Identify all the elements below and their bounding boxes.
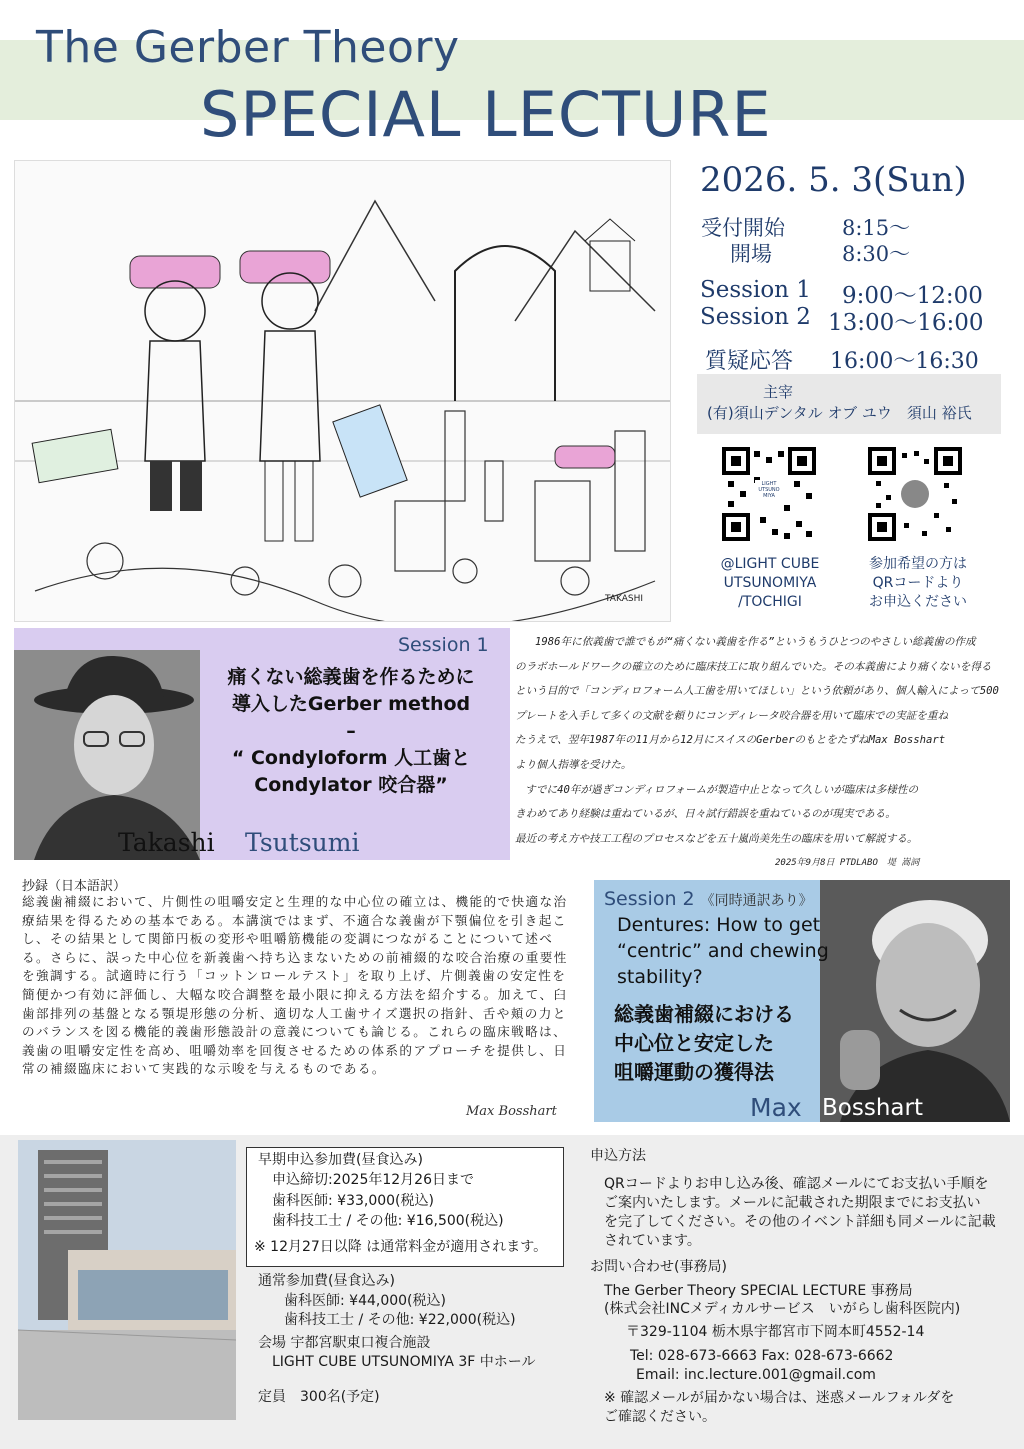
schedule-time-reception: 8:15〜 — [842, 216, 911, 240]
capacity: 定員 300名(予定) — [258, 1389, 380, 1405]
abstract-signature: Max Bosshart — [466, 1104, 557, 1119]
early-fee-dentist: 歯科医師: ¥33,000(税込) — [272, 1193, 434, 1209]
contact-tel: Tel: 028-673-6663 Fax: 028-673-6662 — [630, 1348, 894, 1364]
contact-email[interactable]: Email: inc.lecture.001@gmail.com — [636, 1367, 876, 1383]
illustration-drawing — [15, 161, 670, 621]
session2-title-jp-line3: 咀嚼運動の獲得法 — [614, 1060, 774, 1084]
host-name: (有)須山デンタル オブ ユウ 須山 裕氏 — [707, 404, 972, 422]
session2-title-en-line2: “centric” and chewing — [617, 940, 829, 962]
schedule-label-session2: Session 2 — [700, 304, 811, 330]
qr-logo-line1: LIGHT — [761, 481, 777, 487]
qr-register-caption-1: 参加希望の方は — [869, 556, 967, 572]
qr-code-location[interactable] — [722, 447, 816, 541]
schedule-time-open: 8:30〜 — [842, 242, 911, 266]
note-signature: 2025年9月8日 PTDLABO 堤 嵩詞 — [775, 858, 920, 869]
contact-heading: お問い合わせ(事務局) — [590, 1259, 727, 1275]
abstract-heading: 抄録（日本語訳） — [22, 879, 127, 894]
title-line1: The Gerber Theory — [36, 22, 460, 73]
qr-location-caption-1: @LIGHT CUBE — [720, 556, 820, 572]
note-line7: すでに40年が過ぎコンディロフォームが製造中止となって久しいが臨床は多様性の — [525, 783, 919, 796]
qr-register-caption-2: QRコードより — [872, 575, 964, 591]
apply-line2: ご案内いたします。メールに記載された期限までにお支払い — [604, 1195, 981, 1211]
qr-location-caption — [690, 555, 850, 612]
speaker2-last-name: Bosshart — [822, 1095, 923, 1121]
session1-title — [196, 664, 506, 799]
session2-title-jp-line1: 総義歯補綴における — [614, 1002, 794, 1026]
schedule-label-session1: Session 1 — [700, 277, 811, 303]
session1-label: Session 1 — [398, 634, 489, 656]
contact-address: 〒329-1104 栃木県宇都宮市下岡本町4552-14 — [626, 1324, 925, 1340]
session1-title-line3: “ Condyloform 人工歯と — [231, 747, 471, 769]
qr-location-caption-2: UTSUNOMIYA — [723, 575, 817, 591]
normal-fee-dentist: 歯科医師: ¥44,000(税込) — [284, 1293, 446, 1309]
session2-title-en — [617, 912, 857, 990]
contact-org: The Gerber Theory SPECIAL LECTURE 事務局 — [604, 1283, 913, 1299]
session1-title-line2: 導入したGerber method — [231, 693, 471, 715]
abstract-text: 総義歯補綴において、片側性の咀嚼安定と生理的な中心位の確立は、機能的で快適な治療結果を得るための基本である。本講演ではまず、不適合な義歯が下顎偏位を引き起こし、その結果として関節円板の変形や咀嚼筋機能の変調につながることについて述べる。さらに、誤った中心位を新義歯へ持ち込まないための前補綴的な咬合治療の重要性を強調する。試適時に行う「コットンロールテスト」を取り上げ、片側義歯の安定性を簡便かつ有効に評価し、大幅な咬合調整を最小限に抑える方法を紹介する。加えて、臼歯部排列の基盤となる顎堤形態の分析、適切な人工歯サイズ選択の指針、舌や頬の力とのバランスを図る機能的義歯形態設計の意義についても論じる。これらの臨床戦略は、義歯の咀嚼安定性を高め、咀嚼効率を回復させるための体系的アプローチを提供し、日常の補綴臨床において実践的な示唆を与えるものである。 — [22, 894, 568, 1077]
early-fee-heading: 早期申込参加費(昼食込み) — [258, 1152, 423, 1168]
venue-photo — [18, 1140, 236, 1420]
session1-title-line4: Condylator 咬合器” — [254, 774, 448, 796]
schedule-label-reception: 受付開始 — [701, 216, 785, 240]
venue-label: 会場 宇都宮駅東口複合施設 — [258, 1335, 431, 1351]
qr-logo — [755, 481, 783, 499]
apply-line3: を完了してください。その他のイベント詳細も同メールに記載 — [604, 1214, 996, 1230]
contact-note2: ご確認ください。 — [604, 1409, 716, 1425]
early-fee-note: ※ 12月27日以降 は通常料金が適用されます。 — [254, 1239, 548, 1255]
speaker1-first-name: Takashi — [118, 828, 215, 857]
session2-label-text: Session 2 — [604, 888, 695, 910]
venue-name: LIGHT CUBE UTSUNOMIYA 3F 中ホール — [272, 1354, 536, 1370]
normal-fee-technician: 歯科技工士 / その他: ¥22,000(税込) — [284, 1312, 516, 1328]
early-fee-deadline: 申込締切:2025年12月26日まで — [272, 1172, 474, 1188]
qr-code-register-icon — [868, 447, 962, 541]
qr-code-register[interactable] — [868, 447, 962, 541]
session1-handwritten-note — [515, 630, 1005, 870]
speaker2-first-name: Max — [750, 1093, 802, 1122]
qr-register-caption-3: お申込ください — [869, 594, 967, 610]
title-line2: SPECIAL LECTURE — [200, 78, 772, 151]
note-line4: プレートを入手して多くの文献を頼りにコンディレータ咬合器を用いて臨床での実証を重ね — [515, 709, 949, 722]
contact-company: (株式会社INCメディカルサービス いがらし歯科医院内) — [604, 1301, 961, 1317]
schedule-label-open: 開場 — [730, 242, 772, 266]
schedule-label-qa: 質疑応答 — [705, 349, 794, 374]
qr-logo-line2: UTSUNO — [758, 487, 780, 493]
session2-title-en-line3: stability? — [617, 966, 703, 988]
early-fee-technician: 歯科技工士 / その他: ¥16,500(税込) — [272, 1213, 504, 1229]
note-line8: きわめてあり経験は重ねているが、日々試行錯誤を重ねているのが現実である。 — [515, 808, 896, 821]
note-line5: たうえで、翌年1987年の11月から12月にスイスのGerberのもとをたずねMax Bosshart — [515, 734, 946, 747]
illustration — [14, 160, 671, 622]
apply-heading: 申込方法 — [590, 1148, 646, 1164]
session2-title-jp-line2: 中心位と安定した — [614, 1031, 774, 1055]
schedule-time-qa: 16:00〜16:30 — [830, 349, 979, 374]
normal-fee-heading: 通常参加費(昼食込み) — [258, 1273, 395, 1289]
note-line6: より個人指導を受けた。 — [515, 758, 632, 771]
note-line1: 1986年に依義歯で誰でもが“痛くない義歯を作る”というもうひとつのやさしい総義歯の作成 — [535, 636, 976, 648]
host-label: 主宰 — [763, 383, 794, 401]
speaker1-last-name: Tsutsumi — [245, 828, 360, 857]
contact-note1: ※ 確認メールが届かない場合は、迷惑メールフォルダを — [604, 1390, 955, 1406]
note-line2: のラボホールドワークの確立のために臨床技工に取り組んでいた。その本義歯により痛くないを得る — [515, 660, 992, 673]
session1-title-line1: 痛くない総義歯を作るために — [227, 666, 475, 688]
schedule-time-session1: 9:00〜12:00 — [842, 283, 983, 309]
note-line9: 最近の考え方や技工工程のプロセスなどを五十嵐尚美先生の臨床を用いて解説する。 — [515, 832, 918, 845]
session2-label — [604, 888, 813, 910]
session2-interpretation-note: 《同時通訳あり》 — [700, 893, 813, 909]
event-date: 2026. 5. 3(Sun) — [700, 160, 967, 200]
session2-title-en-line1: Dentures: How to get — [617, 914, 821, 936]
apply-line4: されています。 — [604, 1233, 701, 1249]
host-box — [697, 374, 1001, 434]
session2-title-jp — [614, 1000, 854, 1087]
qr-register-caption — [838, 555, 998, 612]
qr-logo-line3: MIYA — [763, 493, 775, 499]
venue-building — [18, 1140, 236, 1420]
note-line3: という目的で「コンディロフォーム人工歯を用いてほしい」という依頼があり、個人輸入によって500 — [515, 685, 999, 698]
session1-title-dash: – — [346, 720, 356, 742]
apply-line1: QRコードよりお申し込み後、確認メールにてお支払い手順を — [604, 1176, 989, 1192]
qr-location-caption-3: /TOCHIGI — [738, 594, 802, 610]
schedule-time-session2: 13:00〜16:00 — [828, 310, 984, 336]
illustration-signature: TAKASHI — [605, 594, 643, 604]
